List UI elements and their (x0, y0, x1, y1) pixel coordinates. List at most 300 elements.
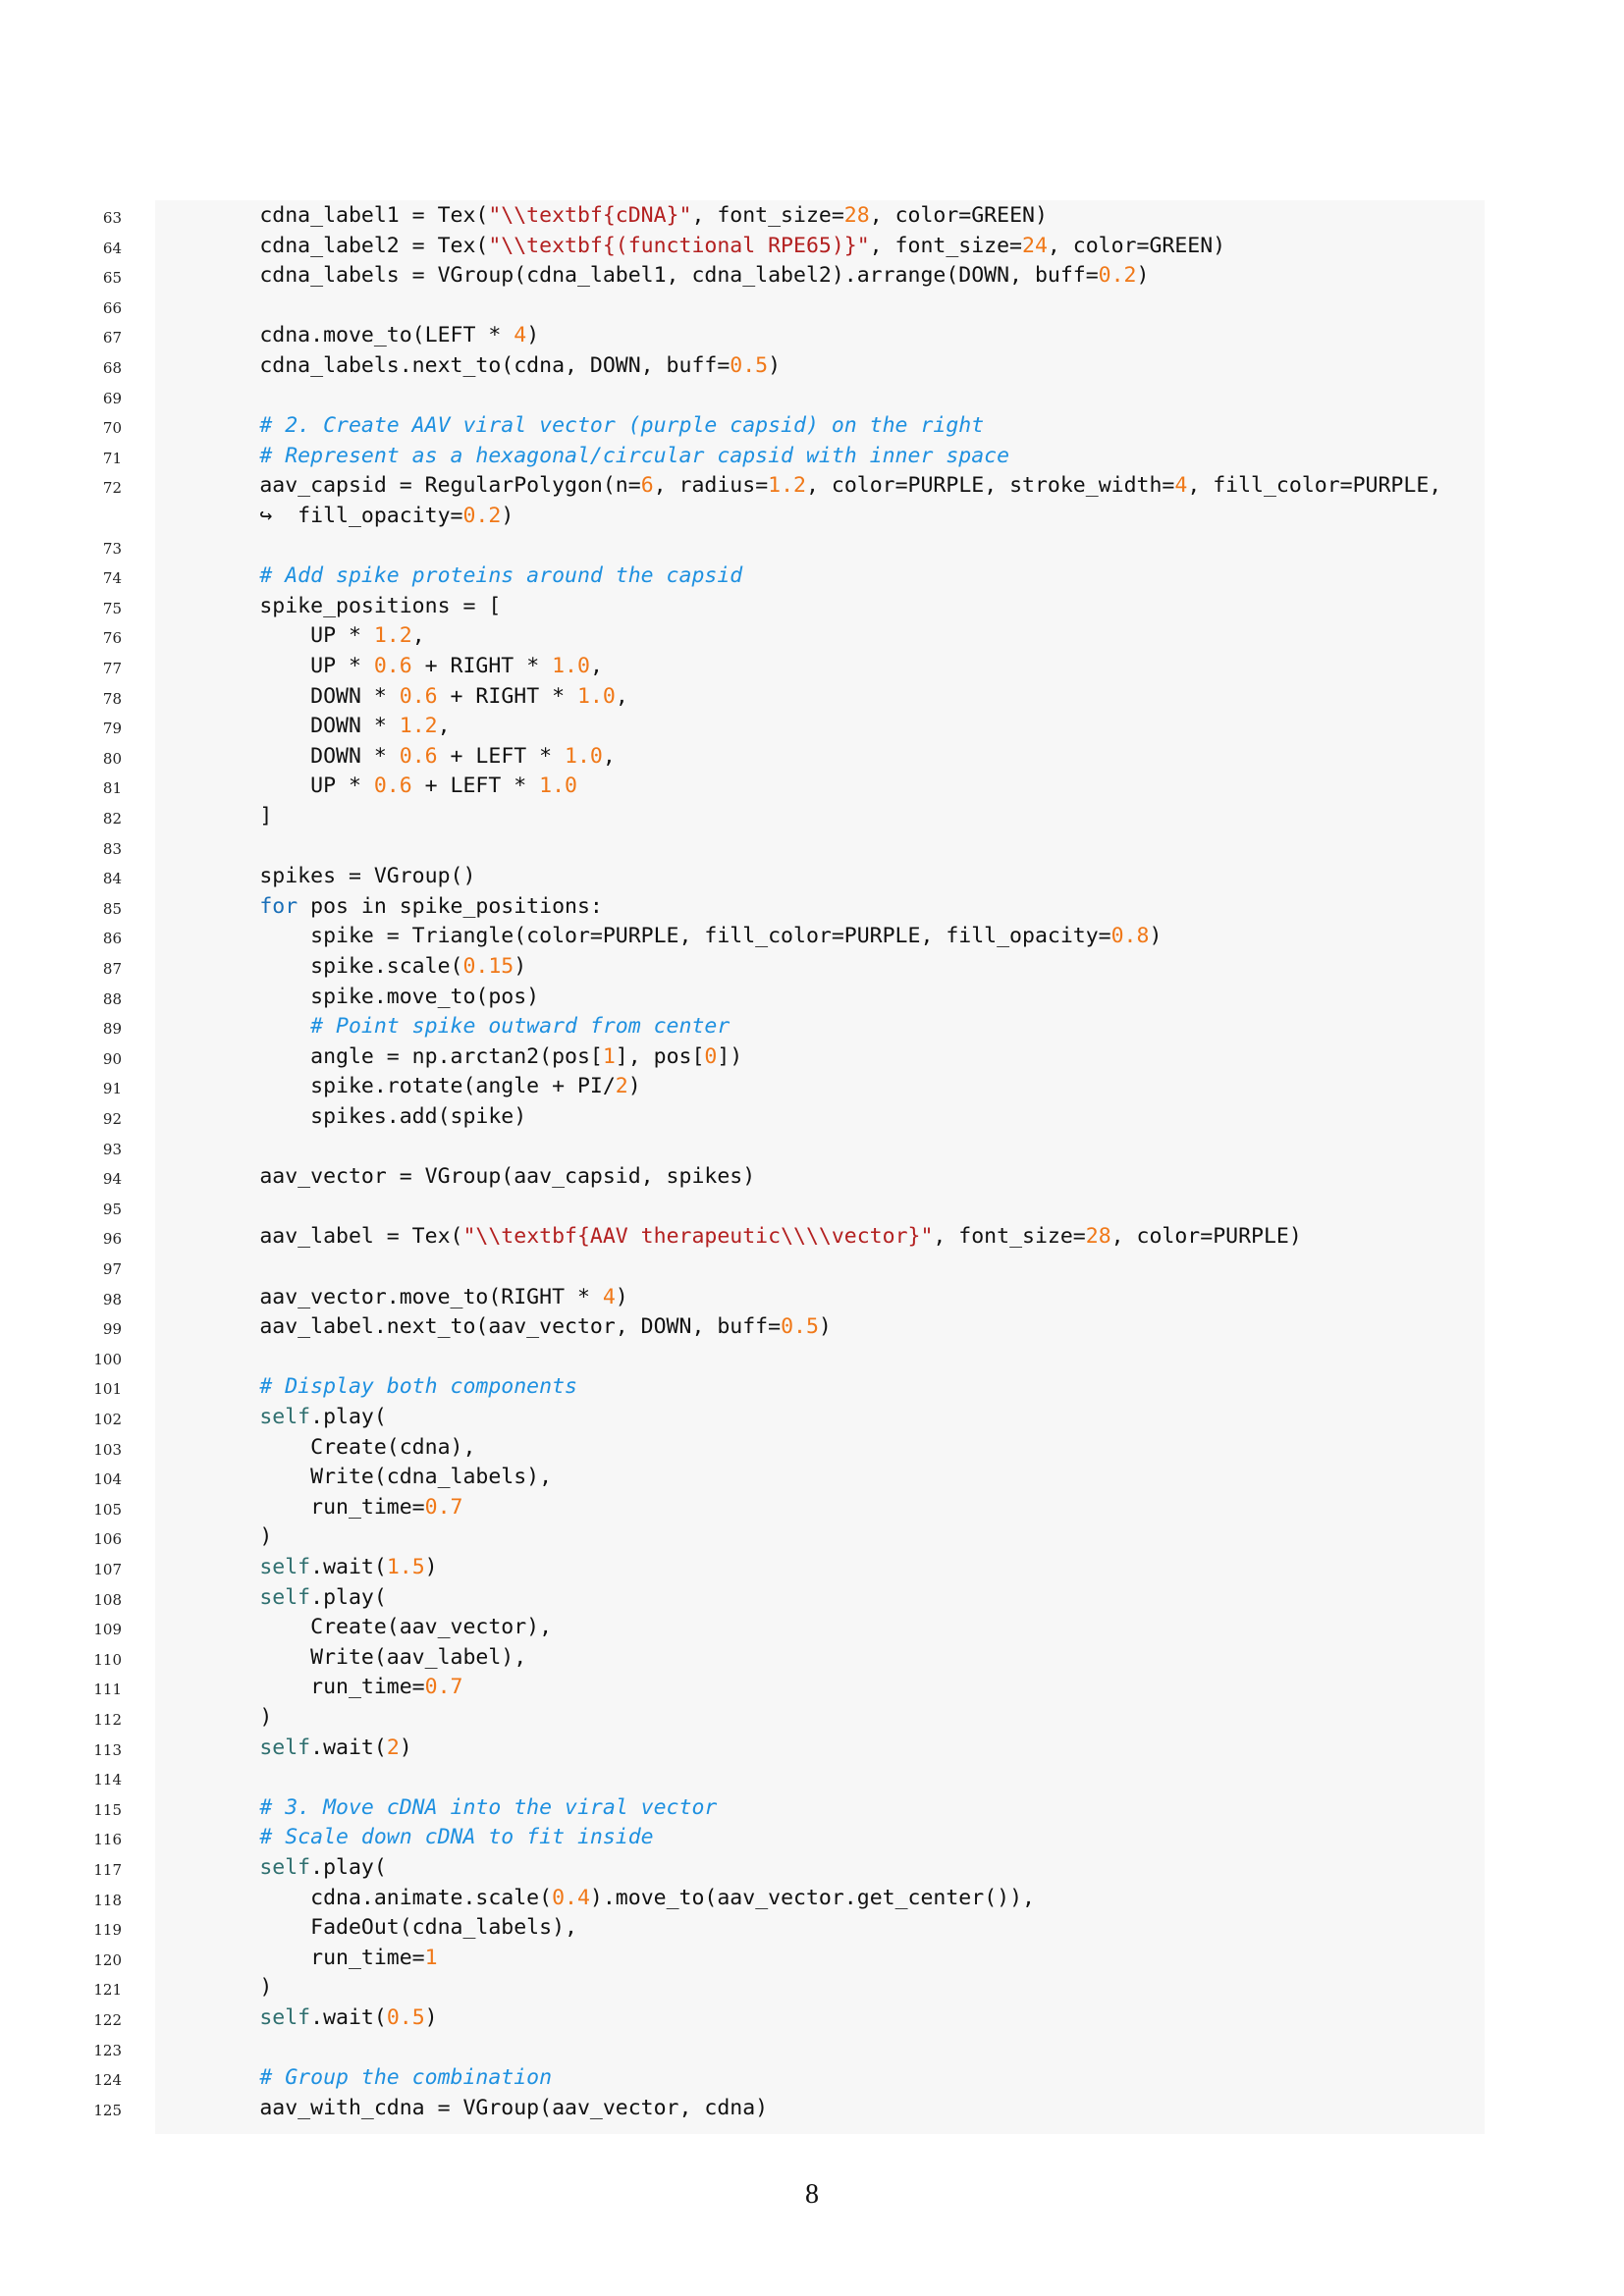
code-token: for (157, 893, 298, 919)
code-token: ) (424, 2005, 438, 2030)
code-token: aav_vector.move_to(RIGHT * (157, 1284, 603, 1309)
code-text (158, 1462, 552, 1492)
code-line (0, 410, 1624, 441)
code-token: "\\textbf{(functional RPE65)}" (488, 233, 870, 258)
code-token: ) (1136, 263, 1150, 289)
code-token: cdna_labels = VGroup(cdna_label1, cdna_label2).arrange(DOWN, buff= (157, 263, 1099, 289)
code-token: ) (615, 1284, 628, 1309)
code-line (0, 1822, 1624, 1852)
code-token: 24 (1022, 233, 1048, 258)
code-text (158, 1161, 755, 1192)
code-line (0, 741, 1624, 772)
code-line (0, 1041, 1624, 1072)
line-number: 81 (102, 779, 122, 798)
code-line (0, 1912, 1624, 1943)
code-line (0, 1852, 1624, 1883)
code-token: 0.6 (399, 743, 438, 769)
code-line (0, 1011, 1624, 1041)
code-token: .play( (310, 1584, 387, 1610)
code-token: 4 (1174, 473, 1188, 499)
code-token: self (157, 1855, 311, 1880)
code-text (158, 861, 476, 891)
line-number: 96 (102, 1230, 122, 1249)
code-token: .play( (310, 1405, 387, 1429)
code-token: 0.2 (462, 504, 502, 528)
code-token: .wait( (310, 2005, 387, 2030)
code-text (158, 1822, 654, 1852)
code-text (158, 260, 1150, 291)
code-line (0, 470, 1624, 501)
code-text (158, 2062, 552, 2093)
code-token: 6 (640, 473, 654, 499)
code-text (158, 1101, 526, 1132)
code-text (158, 1612, 552, 1642)
code-text (158, 651, 603, 681)
code-token: 1 (424, 1945, 438, 1970)
code-line (0, 1282, 1624, 1312)
code-token: 4 (602, 1284, 616, 1309)
line-number: 89 (102, 1020, 122, 1039)
code-line (0, 1252, 1624, 1282)
line-number: 93 (102, 1140, 122, 1158)
code-token: FadeOut(cdna_labels), (157, 1915, 577, 1941)
code-line (0, 260, 1624, 291)
line-number: 68 (102, 359, 122, 377)
code-text (158, 1943, 438, 1973)
code-token: # 3. Move cDNA into the viral vector (157, 1794, 718, 1820)
code-token: run_time= (157, 1945, 425, 1970)
line-number: 88 (102, 989, 122, 1008)
code-line (0, 1371, 1624, 1402)
line-number: 92 (102, 1110, 122, 1128)
code-text (158, 2002, 438, 2033)
code-line (0, 1883, 1624, 1913)
code-text (158, 1402, 387, 1432)
code-line (0, 1672, 1624, 1702)
line-number: 71 (102, 449, 122, 467)
code-line (0, 561, 1624, 591)
code-token: # Scale down cDNA to fit inside (157, 1825, 654, 1850)
code-line (0, 291, 1624, 321)
line-number: 105 (93, 1500, 122, 1519)
code-text (158, 711, 451, 741)
code-token: 1.5 (386, 1555, 425, 1579)
code-token: 0.5 (386, 2005, 425, 2030)
code-token: 0 (704, 1043, 718, 1069)
code-token: Write(aav_label), (157, 1644, 527, 1670)
code-token: 0.7 (424, 1675, 463, 1700)
code-token: 0.7 (424, 1494, 463, 1520)
code-text (158, 1672, 463, 1702)
line-number: 124 (93, 2071, 122, 2090)
code-text (158, 1221, 1302, 1252)
code-line (0, 1221, 1624, 1252)
code-line (0, 1342, 1624, 1372)
code-text (158, 320, 539, 350)
code-line (0, 1642, 1624, 1673)
code-text (158, 1282, 628, 1312)
code-line (0, 801, 1624, 831)
code-token: aav_capsid = RegularPolygon(n= (157, 473, 641, 499)
code-text (158, 982, 539, 1012)
code-token: DOWN * (157, 683, 400, 709)
code-token: 0.8 (1110, 924, 1150, 949)
code-text (158, 1011, 730, 1041)
code-text (158, 441, 1009, 471)
line-number: 104 (93, 1470, 122, 1489)
line-number: 70 (102, 419, 122, 438)
code-token: Write(cdna_labels), (157, 1465, 553, 1490)
line-number: 73 (102, 539, 122, 558)
line-number: 91 (102, 1080, 122, 1098)
code-token: , (602, 743, 616, 769)
code-token: , color=GREEN) (1047, 233, 1226, 258)
code-token: 2 (386, 1735, 400, 1760)
code-line (0, 1582, 1624, 1613)
line-number: 72 (102, 479, 122, 498)
code-token: cdna_label1 = Tex( (157, 203, 489, 228)
code-token: self (157, 1735, 311, 1760)
code-text (158, 1912, 577, 1943)
line-number: 85 (102, 899, 122, 918)
code-text (158, 501, 514, 531)
code-token: ) (157, 1975, 273, 2001)
code-line (0, 2002, 1624, 2033)
code-token: ) (424, 1555, 438, 1579)
code-text (158, 1702, 273, 1733)
line-number: 76 (102, 629, 122, 648)
code-token: , (615, 683, 628, 709)
code-token: , font_size= (869, 233, 1023, 258)
line-number: 84 (102, 870, 122, 888)
line-number: 69 (102, 389, 122, 407)
code-token: UP * (157, 654, 374, 678)
code-token: .wait( (310, 1555, 387, 1579)
code-token: cdna.animate.scale( (157, 1885, 553, 1910)
code-token: self (157, 2005, 311, 2030)
code-token: Create(aav_vector), (157, 1615, 553, 1640)
code-token: spikes = VGroup() (157, 864, 476, 889)
line-number: 100 (93, 1350, 122, 1368)
code-text (158, 741, 616, 772)
code-line (0, 1462, 1624, 1492)
code-line (0, 531, 1624, 561)
code-token: # Group the combination (157, 2065, 553, 2091)
line-number: 98 (102, 1290, 122, 1308)
code-token: 1.2 (373, 623, 412, 649)
code-token: # Point spike outward from center (157, 1014, 731, 1040)
code-token: , font_size= (691, 203, 844, 228)
code-token: run_time= (157, 1675, 425, 1700)
code-line (0, 982, 1624, 1012)
code-token: 0.6 (373, 654, 412, 678)
code-line (0, 1492, 1624, 1522)
code-line (0, 1522, 1624, 1552)
code-token: cdna_labels.next_to(cdna, DOWN, buff= (157, 353, 731, 378)
code-token: ).move_to(aav_vector.get_center()), (589, 1885, 1035, 1910)
code-token: , (437, 714, 451, 739)
code-token: aav_with_cdna = VGroup(aav_vector, cdna) (157, 2095, 769, 2120)
code-token: 1.0 (565, 743, 603, 769)
code-token: , (411, 623, 425, 649)
code-text (158, 1522, 273, 1552)
code-text (158, 231, 1225, 261)
code-token: ]) (717, 1043, 743, 1069)
code-text (158, 1071, 641, 1101)
code-line (0, 831, 1624, 862)
code-token: + RIGHT * (437, 683, 577, 709)
line-number: 90 (102, 1049, 122, 1068)
code-token: 0.15 (462, 954, 514, 979)
code-text (158, 1642, 526, 1673)
code-line (0, 1432, 1624, 1463)
line-number: 125 (93, 2101, 122, 2119)
code-line (0, 2033, 1624, 2063)
code-line (0, 711, 1624, 741)
line-number: 122 (93, 2011, 122, 2029)
code-token: spike = Triangle(color=PURPLE, fill_color=PURPLE, fill_opacity= (157, 924, 1111, 949)
line-number: 77 (102, 660, 122, 677)
code-token: self (157, 1555, 311, 1579)
code-token: aav_label.next_to(aav_vector, DOWN, buff= (157, 1314, 782, 1340)
line-number: 119 (93, 1921, 122, 1940)
line-number: 113 (93, 1740, 122, 1759)
code-line (0, 441, 1624, 471)
code-line (0, 200, 1624, 231)
code-token: 1.0 (576, 683, 616, 709)
code-line (0, 1101, 1624, 1132)
code-text (158, 591, 502, 621)
code-token: ) (157, 1705, 273, 1730)
code-token: , (589, 654, 603, 678)
code-token: + LEFT * (411, 774, 540, 799)
code-token: "\\textbf{AAV therapeutic\\\\vector}" (462, 1224, 934, 1250)
code-line (0, 620, 1624, 651)
line-number: 121 (93, 1981, 122, 2000)
code-token: cdna_label2 = Tex( (157, 233, 489, 258)
code-token: ↪ fill_opacity= (157, 504, 463, 528)
code-text (158, 410, 984, 441)
code-token: run_time= (157, 1494, 425, 1520)
code-token: spikes.add(spike) (157, 1104, 527, 1129)
code-token: spike.move_to(pos) (157, 984, 540, 1009)
code-text (158, 1883, 1035, 1913)
code-line (0, 501, 1624, 531)
code-token: , fill_color=PURPLE, (1187, 473, 1442, 499)
line-number: 106 (93, 1530, 122, 1549)
code-token: "\\textbf{cDNA}" (488, 203, 692, 228)
code-text (158, 1972, 273, 2002)
code-token: + RIGHT * (411, 654, 553, 678)
code-text (158, 801, 273, 831)
code-token: ) (399, 1735, 412, 1760)
code-token: 0.6 (373, 774, 412, 799)
code-line (0, 1943, 1624, 1973)
code-text (158, 561, 742, 591)
code-token: # Represent as a hexagonal/circular capsid with inner space (157, 443, 1010, 468)
code-token: ) (526, 323, 540, 348)
code-line (0, 591, 1624, 621)
code-token: 1.0 (539, 774, 577, 799)
code-text (158, 470, 1441, 501)
line-number: 107 (93, 1561, 122, 1578)
line-number: 65 (102, 269, 122, 288)
code-token: , font_size= (933, 1224, 1086, 1250)
code-text (158, 891, 603, 922)
code-text (158, 1792, 718, 1823)
line-number: 109 (93, 1621, 122, 1639)
code-line (0, 951, 1624, 982)
code-line (0, 651, 1624, 681)
code-token: DOWN * (157, 714, 400, 739)
line-number: 94 (102, 1170, 122, 1189)
code-token: 0.5 (781, 1314, 819, 1340)
code-text (158, 350, 781, 381)
line-number: 120 (93, 1950, 122, 1969)
code-token: 2 (615, 1074, 628, 1099)
line-number: 103 (93, 1440, 122, 1459)
code-line (0, 1192, 1624, 1222)
code-line (0, 320, 1624, 350)
code-line (0, 1402, 1624, 1432)
code-line (0, 231, 1624, 261)
code-token: 1.2 (768, 473, 806, 499)
code-text (158, 1041, 742, 1072)
line-number: 83 (102, 839, 122, 858)
code-token: ] (157, 804, 273, 828)
code-token: DOWN * (157, 743, 400, 769)
line-number: 111 (93, 1681, 122, 1699)
line-number: 79 (102, 720, 122, 738)
line-number: 67 (102, 329, 122, 347)
code-token: UP * (157, 774, 374, 799)
line-number: 112 (93, 1711, 122, 1729)
code-text (158, 951, 526, 982)
code-text (158, 1852, 387, 1883)
page-number: 8 (805, 2179, 819, 2210)
code-line (0, 681, 1624, 712)
code-token: 0.2 (1098, 263, 1137, 289)
code-text (158, 1582, 387, 1613)
code-line (0, 2062, 1624, 2093)
code-text (158, 681, 628, 712)
code-token: 1 (602, 1043, 616, 1069)
code-token: spike_positions = [ (157, 593, 502, 618)
code-line (0, 350, 1624, 381)
line-number: 63 (102, 209, 122, 227)
code-token: ], pos[ (615, 1043, 705, 1069)
code-text (158, 620, 425, 651)
code-token: self (157, 1405, 311, 1429)
code-line (0, 891, 1624, 922)
code-token: pos in spike_positions: (298, 893, 603, 919)
code-line (0, 1552, 1624, 1582)
code-token: , radius= (653, 473, 769, 499)
code-token: 4 (514, 323, 527, 348)
code-token: cdna.move_to(LEFT * (157, 323, 514, 348)
line-number: 95 (102, 1200, 122, 1218)
code-token: UP * (157, 623, 374, 649)
line-number: 78 (102, 689, 122, 708)
code-token: ) (627, 1074, 641, 1099)
code-token: 0.5 (730, 353, 769, 378)
line-number: 82 (102, 810, 122, 828)
code-token: .wait( (310, 1735, 387, 1760)
code-text (158, 1432, 476, 1463)
line-number: 117 (93, 1861, 122, 1879)
line-number: 116 (93, 1831, 122, 1849)
line-number: 64 (102, 239, 122, 257)
code-token: ) (514, 954, 527, 979)
code-token: # 2. Create AAV viral vector (purple capsid) on the right (157, 413, 985, 439)
code-line (0, 2093, 1624, 2123)
code-token: 1.0 (552, 654, 590, 678)
line-number: 123 (93, 2041, 122, 2059)
line-number: 74 (102, 569, 122, 588)
code-token: Create(cdna), (157, 1434, 476, 1460)
code-text (158, 1492, 463, 1522)
code-token: 0.4 (552, 1885, 590, 1910)
code-line (0, 1762, 1624, 1792)
line-number: 101 (93, 1380, 122, 1399)
line-number: 110 (93, 1650, 122, 1669)
code-token: ) (1149, 924, 1163, 949)
code-text (158, 200, 1048, 231)
code-text (158, 921, 1163, 951)
line-number: 87 (102, 960, 122, 978)
line-number: 108 (93, 1590, 122, 1609)
line-number: 80 (102, 749, 122, 768)
code-line (0, 1702, 1624, 1733)
line-number: 99 (102, 1320, 122, 1339)
code-text (158, 1371, 577, 1402)
code-line (0, 1972, 1624, 2002)
code-token: ) (818, 1314, 832, 1340)
code-token: # Display both components (157, 1374, 577, 1400)
code-line (0, 1311, 1624, 1342)
code-token: aav_vector = VGroup(aav_capsid, spikes) (157, 1164, 756, 1190)
code-line (0, 1071, 1624, 1101)
code-line (0, 1792, 1624, 1823)
code-token: 28 (843, 203, 870, 228)
line-number: 97 (102, 1260, 122, 1278)
code-line (0, 861, 1624, 891)
line-number: 75 (102, 599, 122, 617)
code-token: , color=GREEN) (869, 203, 1048, 228)
code-line (0, 1161, 1624, 1192)
code-line (0, 771, 1624, 801)
code-token: 28 (1085, 1224, 1111, 1250)
code-token: , color=PURPLE, stroke_width= (805, 473, 1175, 499)
code-token: ) (501, 504, 514, 528)
code-line (0, 921, 1624, 951)
code-token: , color=PURPLE) (1110, 1224, 1302, 1250)
line-number: 86 (102, 930, 122, 948)
line-number: 114 (93, 1771, 122, 1789)
code-token: aav_label = Tex( (157, 1224, 463, 1250)
code-line (0, 1733, 1624, 1763)
line-number: 66 (102, 298, 122, 317)
code-token: self (157, 1584, 311, 1610)
code-line (0, 381, 1624, 411)
code-token: spike.scale( (157, 954, 463, 979)
code-line (0, 1612, 1624, 1642)
code-text (158, 2093, 768, 2123)
code-text (158, 1733, 412, 1763)
code-token: .play( (310, 1855, 387, 1880)
code-text (158, 771, 577, 801)
code-token: + LEFT * (437, 743, 566, 769)
